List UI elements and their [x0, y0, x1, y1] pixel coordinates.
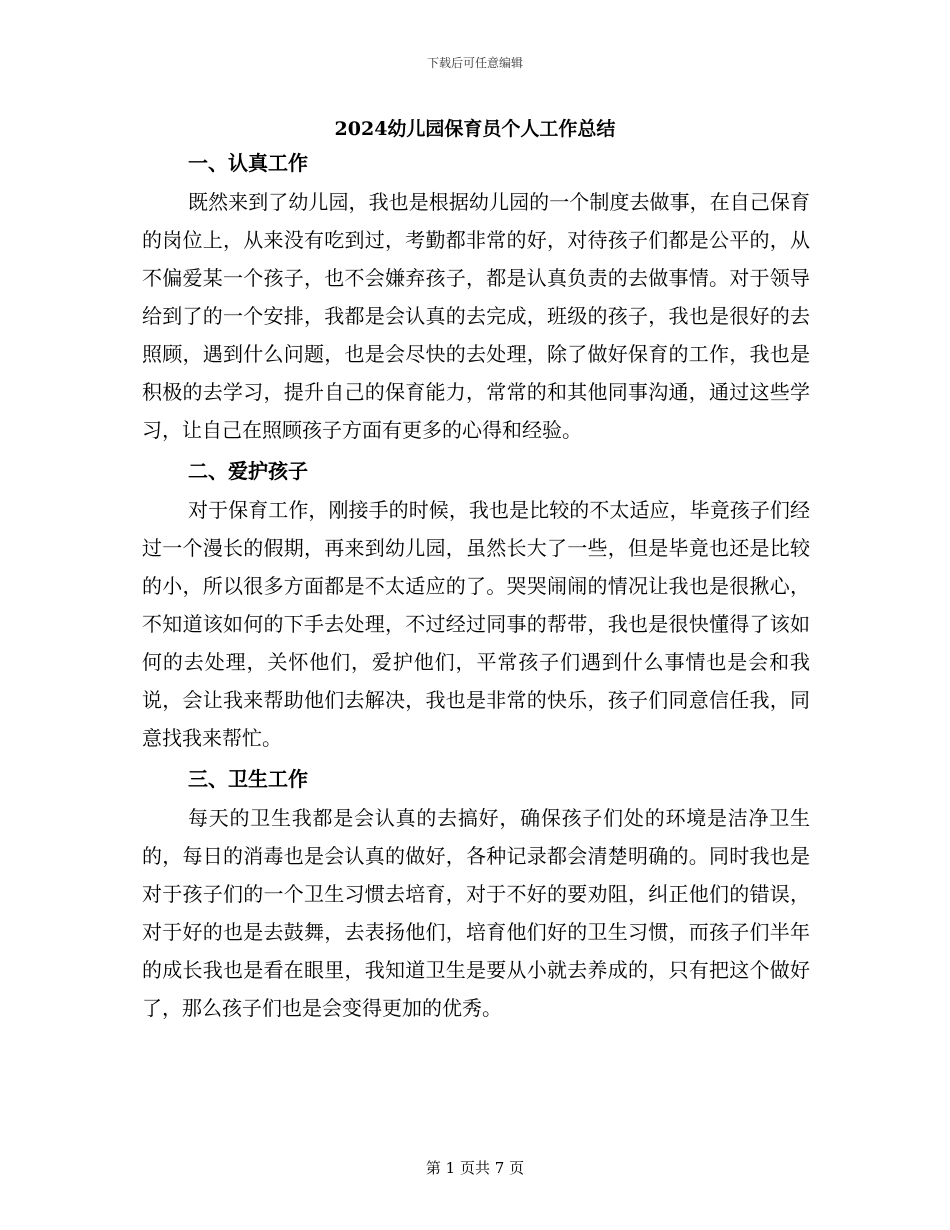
section-heading: 二、爱护孩子	[188, 459, 308, 483]
section-paragraph: 既然来到了幼儿园，我也是根据幼儿园的一个制度去做事，在自己保育的岗位上，从来没有吃到过，考勤都非常的好，对待孩子们都是公平的，从不偏爱某一个孩子，也不会嫌弃孩子，都是认真负责的去做事情。对于领导给到了的一个安排，我都是会认真的去完成，班级的孩子，我也是很好的去照顾，遇到什么问题，也是会尽快的去处理，除了做好保育的工作，我也是积极的去学习，提升自己的保育能力，常常的和其他同事沟通，通过这些学习，让自己在照顾孩子方面有更多的心得和经验。	[142, 190, 810, 442]
page-footer: 第 1 页共 7 页	[425, 1159, 525, 1177]
section-heading: 三、卫生工作	[188, 767, 308, 791]
section-2	[142, 455, 810, 757]
section-1	[142, 147, 810, 449]
section-3	[142, 763, 810, 1027]
section-paragraph: 每天的卫生我都是会认真的去搞好，确保孩子们处的环境是洁净卫生的，每日的消毒也是会认真的做好，各种记录都会清楚明确的。同时我也是对于孩子们的一个卫生习惯去培育，对于不好的要劝阻，纠正他们的错误，对于好的也是去鼓舞，去表扬他们，培育他们好的卫生习惯，而孩子们半年的成长我也是看在眼里，我知道卫生是要从小就去养成的，只有把这个做好了，那么孩子们也是会变得更加的优秀。	[142, 806, 810, 1020]
section-paragraph: 对于保育工作，刚接手的时候，我也是比较的不太适应，毕竟孩子们经过一个漫长的假期，再来到幼儿园，虽然长大了一些，但是毕竟也还是比较的小，所以很多方面都是不太适应的了。哭哭闹闹的情况让我也是很揪心，不知道该如何的下手去处理，不过经过同事的帮带，我也是很快懂得了该如何的去处理，关怀他们，爱护他们，平常孩子们遇到什么事情也是会和我说，会让我来帮助他们去解决，我也是非常的快乐，孩子们同意信任我，同意找我来帮忙。	[142, 498, 810, 750]
section-heading: 一、认真工作	[188, 151, 308, 175]
header-note: 下载后可任意编辑	[426, 56, 523, 70]
document-body	[142, 147, 810, 1033]
document-title: 2024幼儿园保育员个人工作总结	[334, 118, 616, 140]
